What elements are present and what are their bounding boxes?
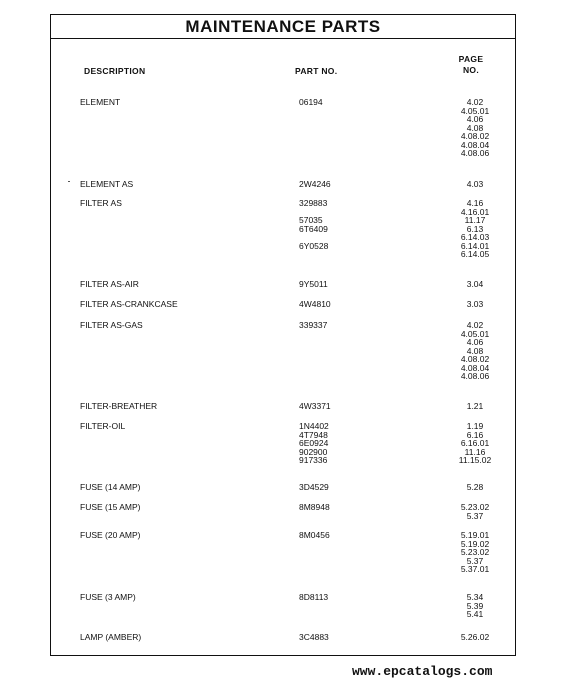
row-page-numbers [449,531,501,574]
part-number: 3C4883 [299,632,329,642]
page-number: 4.05.01 [460,328,490,339]
page-number: 5.19.02 [460,538,490,549]
part-number: 6E0924 [299,438,329,448]
page-number: 4.05.01 [460,105,490,116]
row-part-numbers [299,633,329,642]
row-page-numbers [449,402,501,411]
page-number: 5.19.01 [460,530,490,540]
row-description: FUSE (3 AMP) [80,592,136,602]
page-number: 4.08 [466,122,484,133]
row-page-numbers [449,180,501,189]
header-page-line1: PAGE [458,54,484,64]
row-page-numbers [449,321,501,381]
part-number: 9Y5011 [299,279,328,289]
part-number: 8D8113 [299,592,329,602]
page-number: 4.02 [466,97,484,107]
page-number: 4.08.06 [460,148,490,158]
page-number: 5.34 [466,592,484,602]
page-number: 1.21 [466,401,484,411]
page-number: 11.16 [464,446,486,457]
page-number: 5.37 [466,510,484,521]
page-number: 6.13 [466,223,484,234]
row-description: FILTER-BREATHER [80,401,158,411]
row-description: FUSE (20 AMP) [80,530,141,540]
page-number: 4.08 [466,345,484,356]
row-page-numbers [449,503,501,520]
page-number: 4.03 [466,179,484,189]
row-part-numbers [299,402,331,411]
part-number: 6Y0528 [299,240,329,251]
row-part-numbers [299,422,329,465]
row-description: FILTER AS-GAS [80,320,143,330]
page-number: 5.37.01 [460,564,490,574]
header-description: DESCRIPTION [84,66,146,76]
header-page-line2: NO. [462,65,479,75]
header-part-no: PART NO. [295,66,338,76]
part-number: 329883 [299,198,328,208]
footer-url[interactable]: www.epcatalogs.com [352,664,493,679]
page-number: 4.16 [466,198,484,208]
row-description: FILTER AS [80,198,122,208]
title-bar [51,15,515,39]
page-number: 6.16.01 [460,438,490,448]
row-part-numbers [299,593,328,602]
part-number: 4W3371 [299,401,331,411]
row-page-numbers [449,199,501,259]
part-number: 917336 [299,455,328,465]
page-number: 5.39 [466,600,484,611]
part-number: 06194 [299,97,323,107]
scan-speck [68,181,70,182]
row-page-numbers [449,593,501,619]
page-number: 4.08.02 [460,354,490,364]
row-part-numbers [299,321,327,330]
row-part-numbers [299,483,329,492]
page-number: 6.14.01 [460,240,490,251]
part-number: 6T6409 [299,223,328,234]
row-description: FILTER AS-CRANKCASE [80,299,178,309]
row-part-numbers [299,531,330,540]
page-number: 6.16 [466,429,484,440]
part-number: 902900 [299,446,328,457]
row-part-numbers [299,280,328,289]
part-number: 3D4529 [299,482,329,492]
row-description: FILTER AS-AIR [80,279,139,289]
row-part-numbers [299,199,328,250]
row-part-numbers [299,503,330,512]
part-number: 8M8948 [299,502,330,512]
part-number: 1N4402 [299,421,329,431]
page-number: 5.28 [466,482,484,492]
page-number: 4.16.01 [460,206,490,217]
page-number: 11.15.02 [458,455,492,465]
page-number: 1.19 [466,421,484,431]
row-part-numbers [299,180,331,189]
row-description: ELEMENT AS [80,179,134,189]
page-number: 5.26.02 [460,632,490,642]
row-page-numbers [449,300,501,309]
page-number: 4.06 [466,114,484,124]
page-title: MAINTENANCE PARTS [185,16,381,36]
page-number: 4.08.02 [460,131,490,141]
page-number: 3.04 [466,279,484,289]
row-page-numbers [449,633,501,642]
row-description: FILTER-OIL [80,421,126,431]
row-description: LAMP (AMBER) [80,632,142,642]
row-page-numbers [449,280,501,289]
page-number: 4.08.06 [460,371,490,381]
row-page-numbers [449,422,501,465]
row-description: FUSE (15 AMP) [80,502,141,512]
part-number: 4W4810 [299,299,331,309]
row-page-numbers [449,98,501,158]
part-number: 339337 [299,320,328,330]
parts-table-frame [50,14,516,656]
part-number: 8M0456 [299,530,330,540]
page-number: 5.23.02 [460,547,490,557]
page-number: 4.06 [466,337,484,347]
page-number: 5.41 [466,609,484,619]
page-number: 11.17 [464,215,486,225]
part-number: 57035 [299,215,323,225]
page-number: 5.37 [466,555,484,566]
page-number: 5.23.02 [460,502,490,512]
row-part-numbers [299,300,331,309]
page-number: 4.08.04 [460,139,490,150]
page-number: 4.08.04 [460,362,490,373]
part-number: 2W4246 [299,179,331,189]
row-part-numbers [299,98,323,107]
row-page-numbers [449,483,501,492]
page-number: 4.02 [466,320,484,330]
row-description: ELEMENT [80,97,121,107]
page-number: 6.14.05 [460,249,490,259]
row-description: FUSE (14 AMP) [80,482,141,492]
part-number: 4T7948 [299,429,328,440]
page-number: 3.03 [466,299,484,309]
header-page-no [451,54,491,76]
page-number: 6.14.03 [460,232,490,242]
